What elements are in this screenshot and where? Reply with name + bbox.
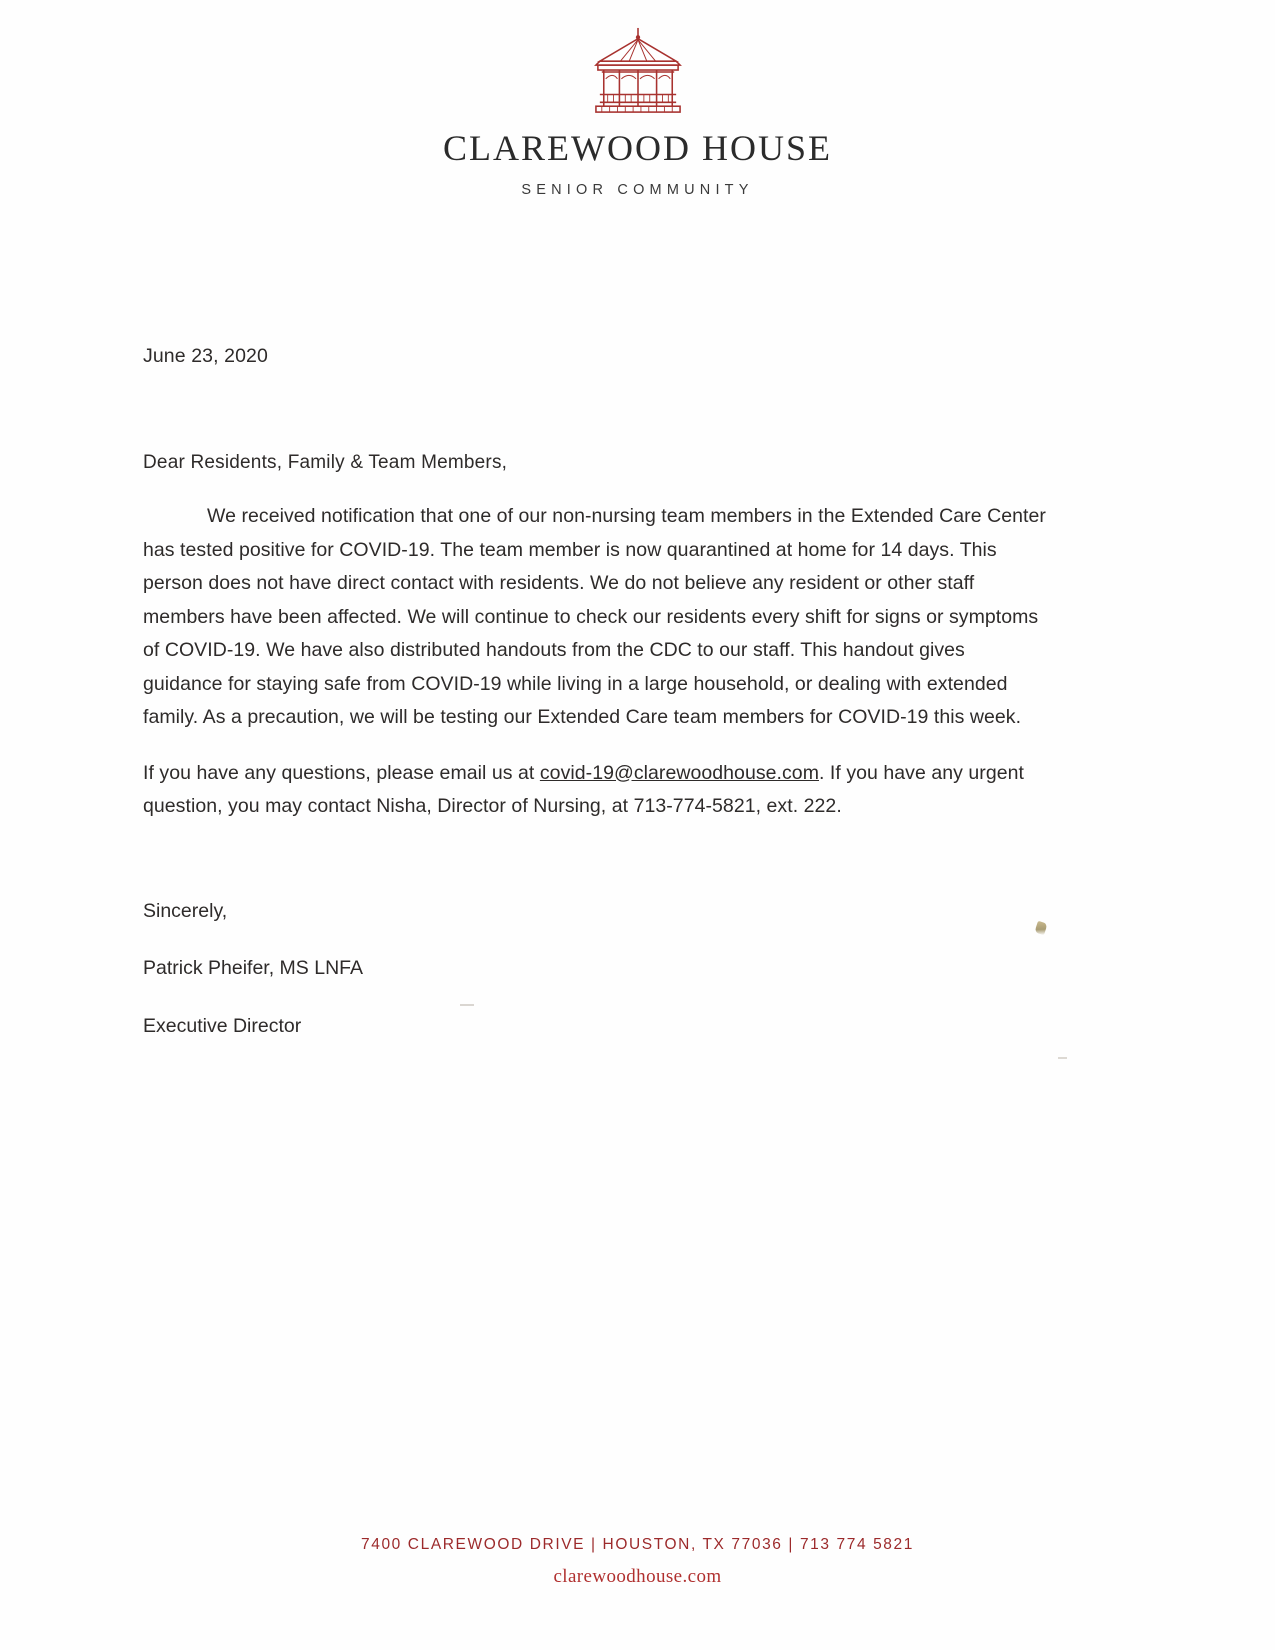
signer-title: Executive Director [143, 1014, 302, 1037]
scan-artifact [460, 1004, 474, 1006]
gazebo-icon [573, 26, 703, 116]
closing-salutation: Sincerely, [143, 899, 228, 922]
letterhead [0, 26, 1275, 198]
organization-name: CLAREWOOD HOUSE [443, 128, 832, 168]
letter-date: June 23, 2020 [143, 345, 268, 367]
salutation: Dear Residents, Family & Team Members, [143, 452, 508, 473]
letter-content [143, 345, 1048, 1036]
footer-address: 7400 CLAREWOOD DRIVE | HOUSTON, TX 77036 | 713 774 5821 [361, 1536, 914, 1553]
paragraph-two-lead: If you have any questions, please email us at [143, 761, 540, 784]
footer-website[interactable]: clarewoodhouse.com [553, 1566, 722, 1587]
closing-block [143, 899, 1048, 1037]
footer [0, 1536, 1275, 1588]
paragraph-one: We received notification that one of our non-nursing team members in the Extended Care Center has tested positive for COVID-19. The team member is now quarantined at home for 14 days. This person does not have direct contact with residents. We do not believe any resident or other staff members have been affected. We will continue to check our residents every shift for signs or symptoms of COVID-19. We have also distributed handouts from the CDC to our staff. This handout gives guidance for staying safe from COVID-19 while living in a large household, or dealing with extended family. As a precaution, we will be testing our Extended Care team members for COVID-19 this week. [143, 505, 1046, 728]
paragraph-two-tail: . If you have any urgent question, you may contact Nisha, Director of Nursing, at 713-774-5821, ext. 222. [143, 761, 1024, 817]
paragraph-two [143, 757, 1048, 824]
contact-email-link[interactable]: covid-19@clarewoodhouse.com [539, 761, 819, 784]
organization-tagline: SENIOR COMMUNITY [521, 182, 754, 198]
signer-name: Patrick Pheifer, MS LNFA [143, 957, 363, 979]
scan-artifact [1058, 1057, 1067, 1059]
